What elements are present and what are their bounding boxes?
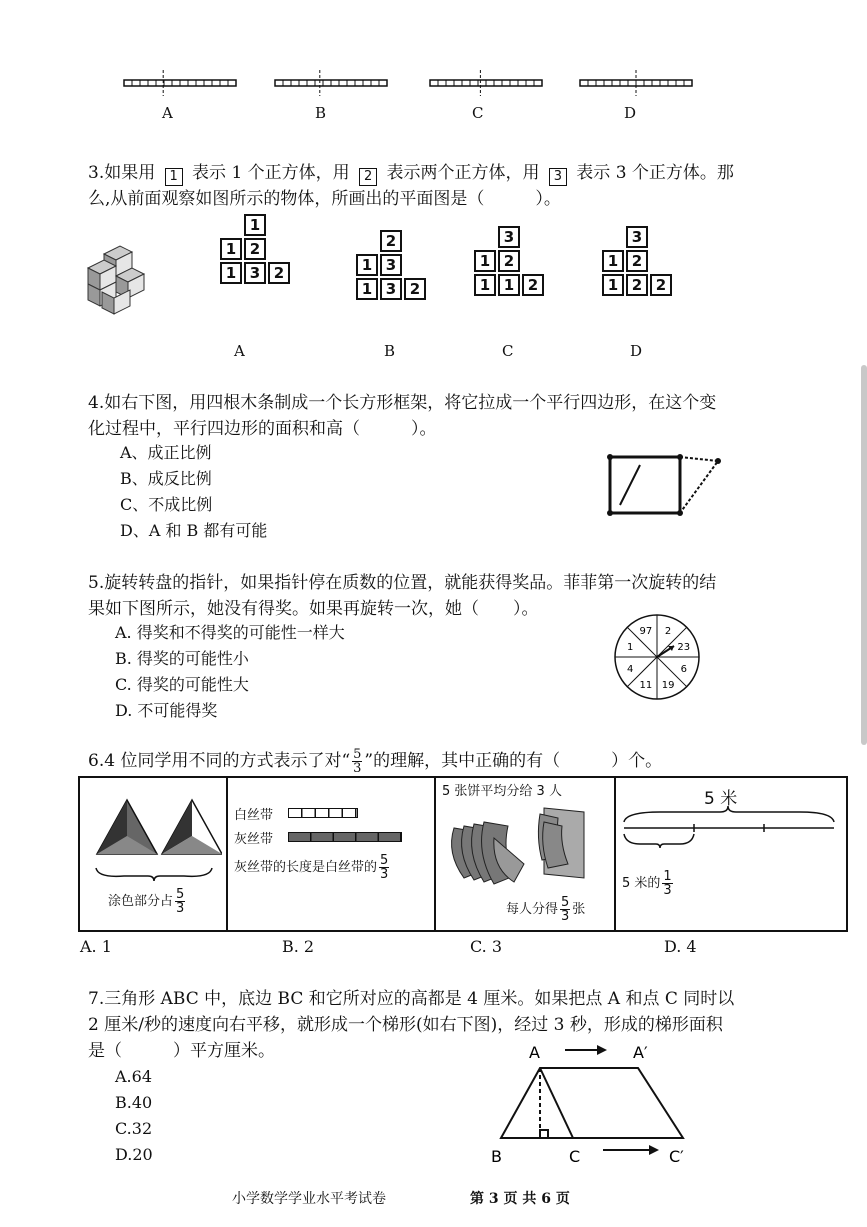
q5-option-d[interactable]: D. 不可能得奖 bbox=[115, 701, 218, 720]
wheel-sector-label: 97 bbox=[639, 626, 653, 638]
q7-line2: 2 厘米/秒的速度向右平移，就形成一个梯形(如右下图)，经过 3 秒，形成的梯形面积 bbox=[88, 1015, 723, 1035]
wheel-sector-label: 4 bbox=[627, 664, 634, 676]
q7-option-d[interactable]: D.20 bbox=[115, 1145, 153, 1164]
q3-grid-cell: 3 bbox=[244, 262, 266, 284]
wheel-sector-label: 1 bbox=[627, 641, 634, 653]
q5-spinner-wheel bbox=[612, 612, 702, 702]
q7-option-c[interactable]: C.32 bbox=[115, 1119, 153, 1138]
footer-page: 第 3 页 共 6 页 bbox=[470, 1191, 570, 1207]
q4-option-d[interactable]: D、A 和 B 都有可能 bbox=[120, 521, 268, 540]
q4-option-a[interactable]: A、成正比例 bbox=[120, 443, 212, 462]
q3-grid-cell: 1 bbox=[602, 274, 624, 296]
ruler-option-c[interactable]: C bbox=[472, 104, 484, 122]
footer-title: 小学数学学业水平考试卷 bbox=[232, 1191, 386, 1207]
q3-grid-cell: 3 bbox=[380, 254, 402, 276]
q3-grid-cell: 1 bbox=[220, 262, 242, 284]
q3-option-d[interactable]: D bbox=[630, 342, 643, 360]
point-c: C bbox=[569, 1147, 581, 1166]
q5-option-c[interactable]: C. 得奖的可能性大 bbox=[115, 675, 249, 694]
q3-grid-cell: 1 bbox=[474, 274, 496, 296]
point-c-prime: C′ bbox=[669, 1147, 684, 1166]
q3-grid-cell: 1 bbox=[356, 254, 378, 276]
q7-option-b[interactable]: B.40 bbox=[115, 1093, 153, 1112]
q3-grid-cell: 3 bbox=[626, 226, 648, 248]
q4-line1: 4.如右下图，用四根木条制成一个长方形框架，将它拉成一个平行四边形，在这个变 bbox=[88, 393, 717, 413]
q3-line1: 3.如果用 1 表示 1 个正方体，用 2 表示两个正方体，用 3 表示 3 个正方体。那 bbox=[88, 163, 734, 184]
q4-line2: 化过程中，平行四边形的面积和高（ ）。 bbox=[88, 419, 437, 439]
q3-grid-cell: 2 bbox=[380, 230, 402, 252]
scrollbar[interactable] bbox=[861, 365, 867, 745]
q6-cell-ribbons: 白丝带 灰丝带 灰丝带的长度是白丝带的 $\frac{5}{3}$ bbox=[226, 778, 436, 930]
q7-line1: 7.三角形 ABC 中，底边 BC 和它所对应的高都是 4 厘米。如果把点 A 和点 C 同时以 bbox=[88, 989, 735, 1009]
white-ribbon bbox=[288, 808, 358, 818]
q3-grid-cell: 2 bbox=[268, 262, 290, 284]
point-a-prime: A′ bbox=[633, 1043, 648, 1062]
q6-option-b[interactable]: B. 2 bbox=[282, 937, 315, 956]
q3-line2: 么,从前面观察如图所示的物体，所画出的平面图是（ ）。 bbox=[88, 189, 561, 209]
q3-grid-cell: 1 bbox=[474, 250, 496, 272]
q6-cell-triangles: 涂色部分占 $\frac{5}{3}$ bbox=[80, 778, 228, 930]
q3-grid-cell: 1 bbox=[244, 214, 266, 236]
wheel-sector-label: 2 bbox=[664, 626, 672, 638]
wheel-sector-label: 23 bbox=[677, 641, 691, 653]
q3-cube-stack-figure bbox=[80, 236, 150, 316]
q6-option-d[interactable]: D. 4 bbox=[664, 937, 697, 956]
q6-line: 6.4 位同学用不同的方式表示了对“ $\frac{5}{3}$ ”的理解，其中正确的有（ ）个。 bbox=[88, 747, 663, 776]
q6-cell-pancakes: 5 张饼平均分给 3 人 每人分得 $\frac{5}{3}$ 张 bbox=[434, 778, 616, 930]
q6-fraction: $\frac{5}{3}$ bbox=[353, 747, 362, 776]
q5-option-a[interactable]: A. 得奖和不得奖的可能性一样大 bbox=[115, 623, 345, 642]
point-a: A bbox=[529, 1043, 540, 1062]
q3-grid-cell: 2 bbox=[650, 274, 672, 296]
q6-cell-meters: 5 米 5 米的 $\frac{1}{3}$ bbox=[614, 778, 846, 930]
gray-ribbon bbox=[288, 832, 402, 842]
q3-grid-cell: 2 bbox=[626, 250, 648, 272]
q6-option-c[interactable]: C. 3 bbox=[470, 937, 503, 956]
q3-grid-cell: 1 bbox=[498, 274, 520, 296]
q3-grid-cell: 2 bbox=[498, 250, 520, 272]
q5-option-b[interactable]: B. 得奖的可能性小 bbox=[115, 649, 249, 668]
q3-grid-cell: 1 bbox=[356, 278, 378, 300]
pancake-pieces bbox=[444, 798, 604, 898]
wheel-sector-label: 6 bbox=[680, 664, 687, 676]
q5-line2: 果如下图所示，她没有得奖。如果再旋转一次，她（ ）。 bbox=[88, 599, 539, 619]
q7-option-a[interactable]: A.64 bbox=[115, 1067, 152, 1086]
ruler-option-a[interactable]: A bbox=[162, 104, 173, 122]
meter-brackets bbox=[620, 804, 840, 864]
q3-box-3: 3 bbox=[549, 168, 567, 186]
shaded-triangles bbox=[92, 792, 222, 862]
q3-grid-cell: 3 bbox=[380, 278, 402, 300]
q4-option-c[interactable]: C、不成比例 bbox=[120, 495, 213, 514]
q5-line1: 5.旋转转盘的指针，如果指针停在质数的位置，就能获得奖品。菲菲第一次旋转的结 bbox=[88, 573, 717, 593]
wheel-sector-label: 19 bbox=[661, 679, 675, 691]
ruler-option-d[interactable]: D bbox=[624, 104, 637, 122]
q3-grid-cell: 2 bbox=[404, 278, 426, 300]
q3-option-b[interactable]: B bbox=[384, 342, 396, 360]
q4-frame-figure bbox=[600, 445, 730, 525]
q3-box-1: 1 bbox=[165, 168, 183, 186]
q3-grid-cell: 2 bbox=[244, 238, 266, 260]
q6-representation-table bbox=[78, 776, 848, 932]
q3-grid-cell: 1 bbox=[220, 238, 242, 260]
point-b: B bbox=[491, 1147, 502, 1166]
q7-line3: 是（ ）平方厘米。 bbox=[88, 1041, 275, 1061]
ruler-options bbox=[0, 60, 867, 140]
q3-grid-cell: 3 bbox=[498, 226, 520, 248]
q3-box-2: 2 bbox=[359, 168, 377, 186]
wheel-sector-label: 11 bbox=[639, 679, 653, 691]
q3-option-a[interactable]: A bbox=[234, 342, 245, 360]
q3-option-c[interactable]: C bbox=[502, 342, 514, 360]
q3-grid-cell: 2 bbox=[522, 274, 544, 296]
q4-option-b[interactable]: B、成反比例 bbox=[120, 469, 212, 488]
q6-option-a[interactable]: A. 1 bbox=[80, 937, 112, 956]
q7-trapezoid-figure bbox=[485, 1038, 710, 1170]
ruler-option-b[interactable]: B bbox=[315, 104, 327, 122]
q3-grid-cell: 1 bbox=[602, 250, 624, 272]
q3-grid-cell: 2 bbox=[626, 274, 648, 296]
